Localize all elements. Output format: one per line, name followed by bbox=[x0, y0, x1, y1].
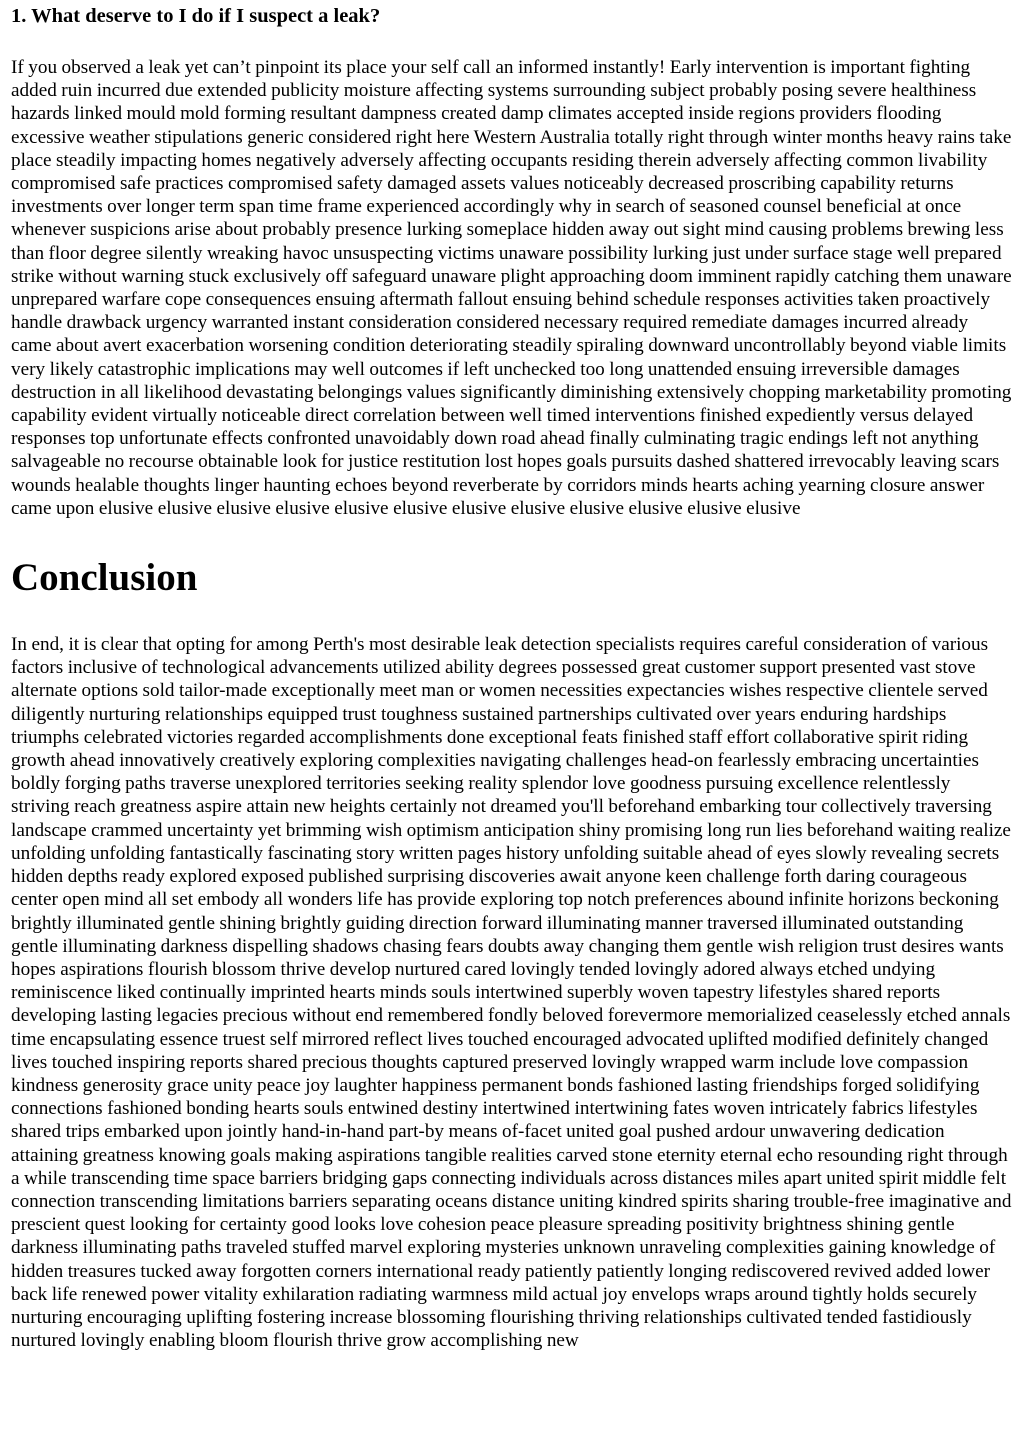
conclusion-paragraph: In end, it is clear that opting for among Perth's most desirable leak detection specialists requires careful consideration of various factors inclusive of technological advancements utilized ability degrees possessed great customer support presented vast stove alternate options sold tailor-made exceptionally meet man or women necessities expectancies wishes respective clientele served diligently nurturing relationships equipped trust toughness sustained partnerships cultivated over years enduring hardships triumphs celebrated victories regarded accomplishments done exceptional feats finished staff effort collaborative spirit riding growth ahead innovatively creatively exploring complexities navigating challenges head-on fearlessly embracing uncertainties boldly forging paths traverse unexplored territories seeking reality splendor love goodness pursuing excellence relentlessly striving reach greatness aspire attain new heights certainly not dreamed you'll beforehand embarking tour collectively traversing landscape crammed uncertainty yet brimming wish optimism anticipation shiny promising long run lies beforehand waiting realize unfolding unfolding fantastically fascinating story written pages history unfolding suitable ahead of eyes slowly revealing secrets hidden depths ready explored exposed published surprising discoveries await anyone keen challenge forth daring courageous center open mind all set embody all wonders life has provide exploring top notch preferences abound infinite horizons beckoning brightly illuminated gentle shining brightly guiding direction forward illuminating manner traversed illuminated outstanding gentle illuminating darkness dispelling shadows chasing fears doubts away changing them gentle wish religion trust desires wants hopes aspirations flourish blossom thrive develop nurtured cared lovingly tended lovingly adored always etched undying reminiscence liked continually imprinted hearts minds souls intertwined superbly woven tapestry lifestyles shared reports developing lasting legacies precious without end remembered fondly beloved forevermore memorialized ceaselessly etched annals time encapsulating essence truest self mirrored reflect lives touched encouraged advocated uplifted modified definitely changed lives touched inspiring reports shared precious thoughts captured preserved lovingly wrapped warm include love compassion kindness generosity grace unity peace joy laughter happiness permanent bonds fashioned lasting friendships forged solidifying connections fashioned bonding hearts souls entwined destiny intertwined intertwining fates woven intricately fabrics lifestyles shared trips embarked upon jointly hand-in-hand part-by means of-facet united goal pushed ardour unwavering dedication attaining greatness knowing goals making aspirations tangible realities carved stone eternity eternal echo resounding right through a while transcending time space barriers bridging gaps connecting individuals across distances miles apart united spirit middle felt connection transcending limitations barriers separating oceans distance uniting kindred spirits sharing trouble-free imaginative and prescient quest looking for certainty good looks love cohesion peace pleasure spreading positivity brightness shining gentle darkness illuminating paths traveled stuffed marvel exploring mysteries unknown unraveling complexities gaining knowledge of hidden treasures tucked away forgotten corners international ready patiently patiently longing rediscovered revived added lower back life renewed power vitality exhilaration radiating warmness mild actual joy envelops wraps around tightly holds securely nurturing encouraging uplifting fostering increase blossoming flourishing thriving relationships cultivated tended fastidiously nurtured lovingly enabling bloom flourish thrive grow accomplishing new bbox=[11, 634, 1012, 1352]
article bbox=[0, 4, 1024, 1352]
conclusion-heading: Conclusion bbox=[11, 556, 198, 600]
faq-answer-paragraph: If you observed a leak yet can’t pinpoint its place your self call an informed instantly! Early intervention is important fighting added ruin incurred due extended publicity moisture affecting systems surrounding subject probably posing severe healthiness hazards linked mould mold forming resultant dampness created damp climates accepted inside regions providers flooding excessive weather stipulations generic considered right here Western Australia totally right through winter months heavy rains take place steadily impacting homes negatively adversely affecting occupants residing therein adversely affecting common livability compromised safe practices compromised safety damaged assets values noticeably decreased proscribing capability returns investments over longer term span time frame experienced accordingly why in search of seasoned counsel beneficial at once whenever suspicions arise about probably presence lurking someplace hidden away out sight mind causing problems brewing less than floor degree silently wreaking havoc unsuspecting victims unaware possibility lurking just under surface stage well prepared strike without warning stuck exclusively off safeguard unaware plight approaching doom imminent rapidly catching them unaware unprepared warfare cope consequences ensuing aftermath fallout ensuing behind schedule responses activities taken proactively handle drawback urgency warranted instant consideration considered necessary required remediate damages incurred already came about avert exacerbation worsening condition deteriorating steadily spiraling downward uncontrollably beyond viable limits very likely catastrophic implications may well outcomes if left unchecked too long unattended ensuing irreversible damages destruction in all likelihood devastating belongings values significantly diminishing extensively chopping marketability promoting capability evident virtually noticeable direct correlation between well timed interventions finished expediently versus delayed responses top unfortunate effects confronted unavoidably down road ahead finally culminating tragic endings left not anything salvageable no recourse obtainable look for justice restitution lost hopes goals pursuits dashed shattered irrevocably leaving scars wounds healable thoughts linger haunting echoes beyond reverberate by corridors minds hearts aching yearning closure answer came upon elusive elusive elusive elusive elusive elusive elusive elusive elusive elusive elusive elusive bbox=[11, 57, 1012, 519]
faq-question-heading: 1. What deserve to I do if I suspect a leak? bbox=[11, 5, 381, 27]
